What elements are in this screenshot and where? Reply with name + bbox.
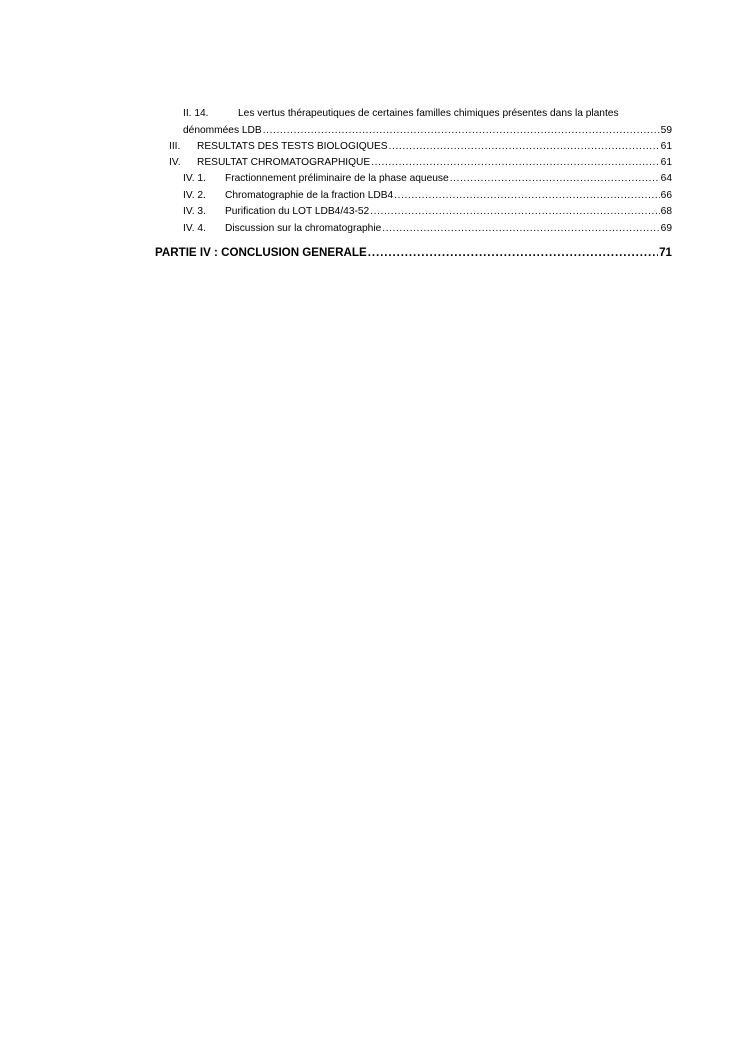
toc-entry-page: 61 — [660, 141, 672, 152]
toc-leader-dots — [370, 205, 659, 219]
toc-entry-page: 71 — [659, 246, 672, 259]
toc-entry-iv-3[interactable] — [183, 205, 672, 219]
toc-entry-title: Les vertus thérapeutiques de certaines familles chimiques présentes dans la plantes — [238, 108, 619, 119]
toc-entry-title: Chromatographie de la fraction LDB4 — [225, 190, 394, 201]
toc-entry-page: 61 — [660, 157, 672, 168]
toc-entry-number: IV. 2. — [183, 190, 206, 201]
toc-entry-title: RESULTATS DES TESTS BIOLOGIQUES — [197, 141, 388, 152]
toc-entry-iv[interactable] — [169, 156, 672, 170]
toc-leader-dots — [382, 222, 659, 236]
toc-entry-iii[interactable] — [169, 140, 672, 154]
toc-entry-page: 68 — [660, 206, 672, 217]
toc-entry-title: Fractionnement préliminaire de la phase aqueuse — [225, 173, 449, 184]
toc-entry-number: IV. 1. — [183, 173, 206, 184]
toc-entry-number: IV. — [169, 157, 181, 168]
toc-entry-page: 66 — [660, 190, 672, 201]
toc-entry-iv-1[interactable] — [183, 172, 672, 186]
toc-entry-ii-14-line1[interactable] — [183, 107, 619, 121]
toc-entry-title-continued: dénommées LDB — [183, 125, 262, 136]
toc-entry-number: III. — [169, 141, 181, 152]
toc-entry-title: Purification du LOT LDB4/43-52 — [225, 206, 370, 217]
toc-entry-title: RESULTAT CHROMATOGRAPHIQUE — [197, 157, 371, 168]
toc-entry-ii-14-line2[interactable] — [183, 124, 672, 138]
toc-entry-number: IV. 4. — [183, 223, 206, 234]
toc-entry-partie-iv[interactable] — [155, 245, 672, 261]
toc-leader-dots — [263, 124, 660, 138]
toc-leader-dots — [389, 140, 660, 154]
toc-leader-dots — [371, 156, 659, 170]
toc-entry-iv-2[interactable] — [183, 189, 672, 203]
toc-leader-dots — [450, 172, 660, 186]
toc-leader-dots — [394, 189, 659, 203]
toc-entry-number: IV. 3. — [183, 206, 206, 217]
toc-entry-page: 64 — [660, 173, 672, 184]
toc-entry-title: Discussion sur la chromatographie — [225, 223, 382, 234]
toc-entry-title: PARTIE IV : CONCLUSION GENERALE — [155, 246, 367, 259]
toc-entry-page: 69 — [660, 223, 672, 234]
toc-entry-page: 59 — [660, 125, 672, 136]
toc-entry-iv-4[interactable] — [183, 222, 672, 236]
toc-entry-number: II. 14. — [183, 108, 209, 119]
toc-leader-dots — [368, 245, 658, 261]
